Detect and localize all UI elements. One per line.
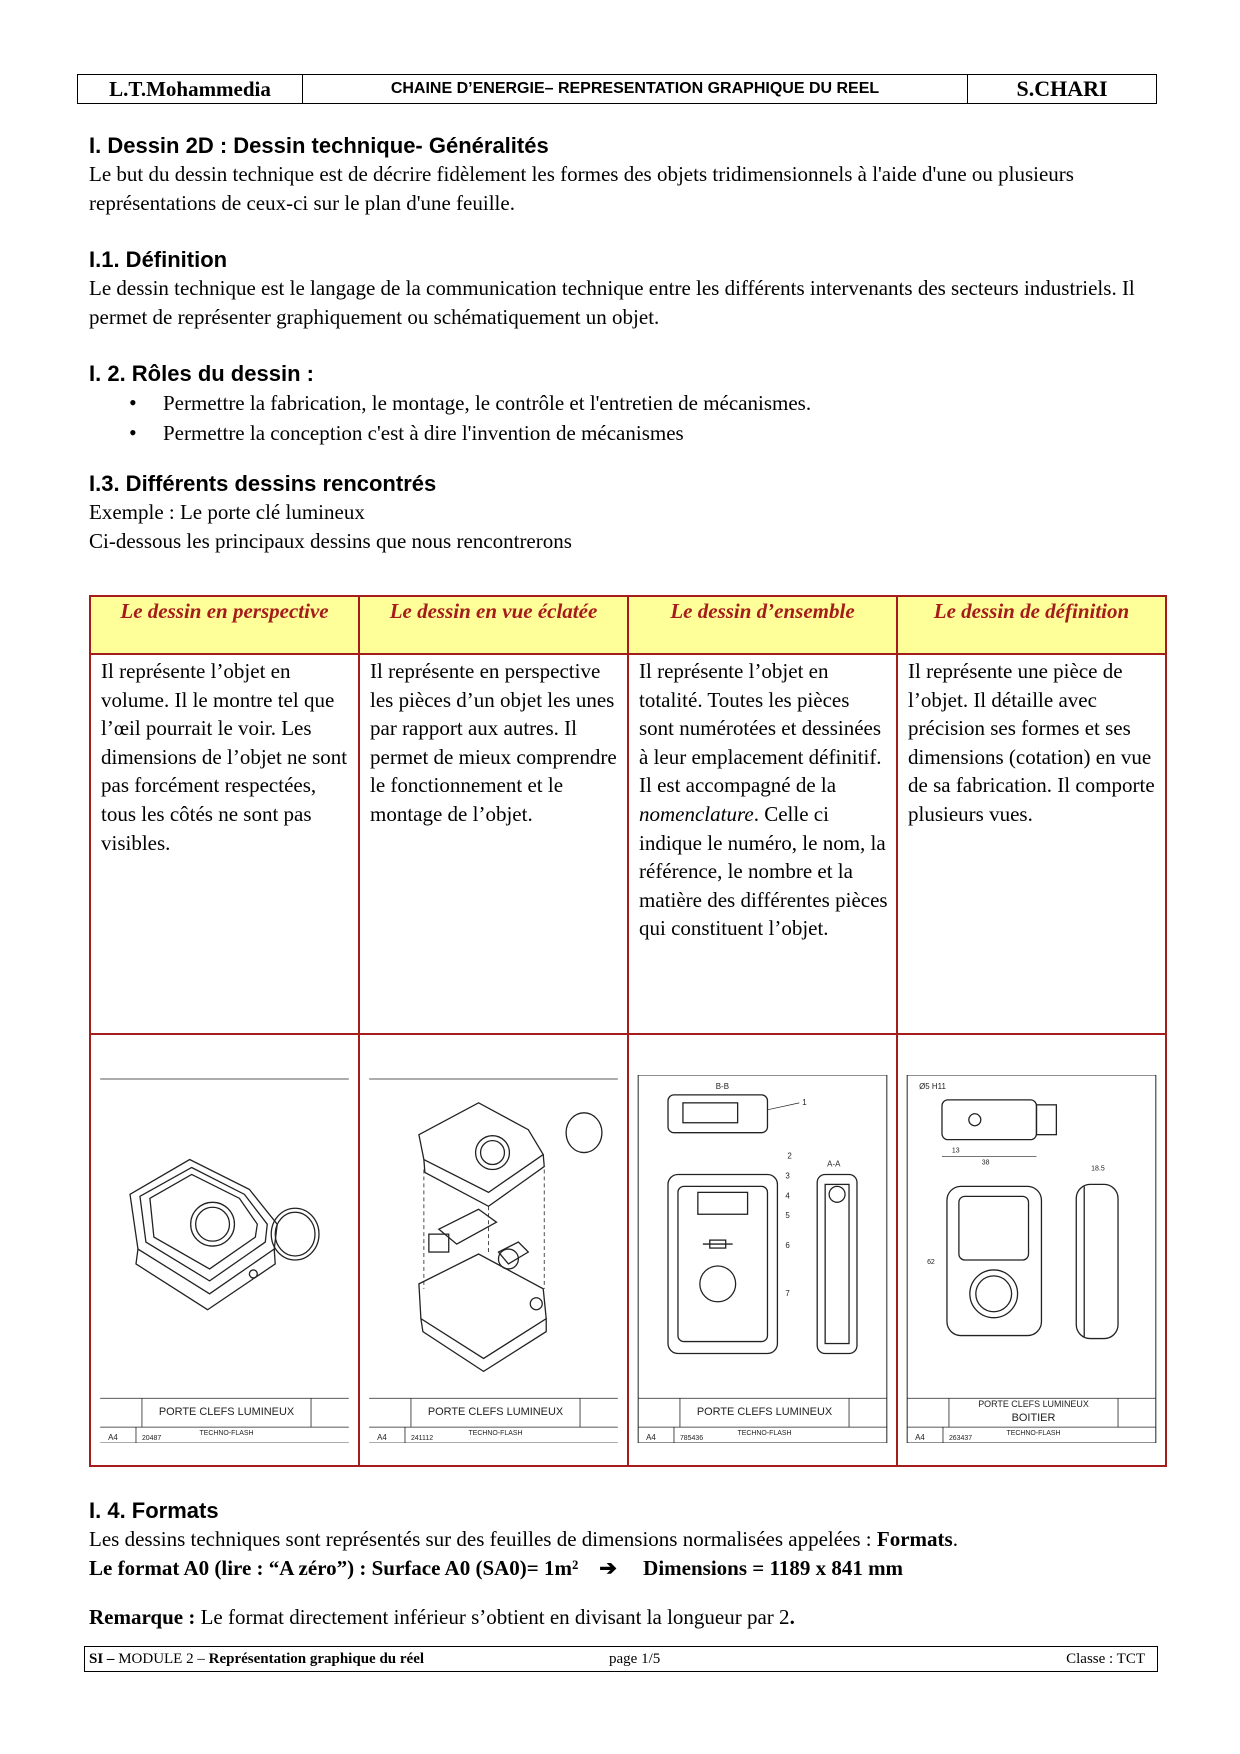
formats-title: I. 4. Formats	[89, 1498, 219, 1523]
example-line: Exemple : Le porte clé lumineux	[89, 500, 365, 524]
list-item: • Permettre la fabrication, le montage, le contrôle et l'entretien de mécanismes.	[129, 388, 1164, 418]
assembly-drawing-cell	[628, 1034, 897, 1466]
desc-exploded: Il représente en perspective les pièces d’un objet les unes par rapport aux autres. Il permet de mieux comprendre le fonctionnement et le montage de l’objet.	[359, 654, 628, 1034]
exploded-drawing	[366, 1075, 621, 1443]
svg-text:4: 4	[785, 1191, 790, 1201]
section-1-1-text: Le dessin technique est le langage de la communication technique entre les différents intervenants des secteurs industriels. Il permet de représenter graphiquement ou schématiquement un objet.	[89, 276, 1135, 329]
roles-list	[89, 388, 1164, 448]
cartouche-ref: 20487	[141, 1435, 162, 1443]
footer-page: page 1/5	[609, 1650, 661, 1667]
header-perspective: Le dessin en perspective	[90, 596, 359, 654]
perspective-drawing	[97, 1075, 352, 1443]
cartouche-sub: TECHNO-FLASH	[1006, 1430, 1061, 1438]
page-header	[77, 74, 1157, 104]
svg-text:3: 3	[785, 1171, 790, 1181]
svg-text:2: 2	[787, 1151, 792, 1161]
svg-text:5: 5	[785, 1211, 790, 1221]
page-footer	[84, 1646, 1158, 1672]
svg-text:18.5: 18.5	[1091, 1165, 1105, 1173]
svg-text:7: 7	[785, 1288, 790, 1298]
section-bb-label: B-B	[715, 1081, 729, 1091]
svg-text:38: 38	[981, 1159, 990, 1167]
definition-drawing-cell	[897, 1034, 1166, 1466]
cartouche-format: A4	[646, 1433, 656, 1443]
header-assembly: Le dessin d’ensemble	[628, 596, 897, 654]
section-1-2-title: I. 2. Rôles du dessin :	[89, 361, 314, 386]
cartouche-ref: 241112	[410, 1435, 434, 1443]
cartouche-ref: 263437	[948, 1435, 973, 1443]
header-exploded: Le dessin en vue éclatée	[359, 596, 628, 654]
drawings-table	[89, 595, 1167, 1467]
section-1-title: I. Dessin 2D : Dessin technique- Généralités	[89, 133, 549, 158]
desc-perspective: Il représente l’objet en volume. Il le montre tel que l’œil pourrait le voir. Les dimensions de l’objet ne sont pas forcément respectées, tous les côtés ne sont pas visibles.	[90, 654, 359, 1034]
cartouche-format: A4	[108, 1433, 118, 1443]
cartouche-sub: TECHNO-FLASH	[199, 1430, 254, 1438]
section-1-1-title: I.1. Définition	[89, 247, 228, 272]
perspective-drawing-cell	[90, 1034, 359, 1466]
section-aa-label: A-A	[827, 1159, 841, 1169]
main-content	[89, 132, 1164, 556]
footer-class: Classe : TCT	[1066, 1650, 1145, 1667]
formats-section	[89, 1497, 1169, 1632]
intro-line: Ci-dessous les principaux dessins que nous rencontrerons	[89, 529, 572, 553]
dim-hole: Ø5 H11	[919, 1081, 946, 1091]
section-1-3-title: I.3. Différents dessins rencontrés	[89, 471, 437, 496]
svg-text:6: 6	[785, 1241, 790, 1251]
cartouche-title: PORTE CLEFS LUMINEUX	[696, 1406, 833, 1419]
cartouche-title: PORTE CLEFS LUMINEUX	[158, 1406, 295, 1419]
assembly-drawing	[635, 1075, 890, 1443]
svg-text:13: 13	[951, 1147, 960, 1155]
cartouche-format: A4	[377, 1433, 387, 1443]
footer-module: SI – MODULE 2 – Représentation graphique du réel	[89, 1650, 425, 1667]
cartouche-sub: TECHNO-FLASH	[737, 1430, 792, 1438]
cartouche-piece: BOITIER	[1011, 1412, 1056, 1425]
desc-definition: Il représente une pièce de l’objet. Il détaille avec précision ses formes et ses dimensions (cotation) en vue de sa fabrication. Il comporte plusieurs vues.	[897, 654, 1166, 1034]
cartouche-title: PORTE CLEFS LUMINEUX	[978, 1399, 1089, 1410]
list-item: • Permettre la conception c'est à dire l'invention de mécanismes	[129, 418, 1164, 448]
formats-text: Les dessins techniques sont représentés sur des feuilles de dimensions normalisées appelées : Formats.	[89, 1527, 958, 1551]
cartouche-sub: TECHNO-FLASH	[468, 1430, 523, 1438]
author-name: S.CHARI	[1016, 76, 1108, 101]
cartouche-format: A4	[915, 1433, 925, 1443]
definition-drawing	[904, 1075, 1159, 1443]
school-name: L.T.Mohammedia	[78, 75, 303, 103]
cartouche-ref: 785436	[679, 1435, 704, 1443]
svg-text:1: 1	[802, 1097, 807, 1107]
doc-title: CHAINE D’ENERGIE– REPRESENTATION GRAPHIQUE DU REEL	[303, 75, 968, 103]
svg-text:62: 62	[927, 1258, 935, 1266]
format-a0-line: Le format A0 (lire : “A zéro”) : Surface A0 (SA0)= 1m² ➔ Dimensions = 1189 x 841 mm	[89, 1556, 904, 1580]
exploded-drawing-cell	[359, 1034, 628, 1466]
header-definition: Le dessin de définition	[897, 596, 1166, 654]
cartouche-title: PORTE CLEFS LUMINEUX	[427, 1406, 564, 1419]
remark-line: Remarque : Le format directement inférieur s’obtient en divisant la longueur par 2.	[89, 1605, 795, 1629]
section-1-text: Le but du dessin technique est de décrire fidèlement les formes des objets tridimensionnels à l'aide d'une ou plusieurs représentations de ceux-ci sur le plan d'une feuille.	[89, 162, 1074, 215]
desc-assembly: Il représente l’objet en totalité. Toutes les pièces sont numérotées et dessinées à leur emplacement définitif. Il est accompagné de la nomenclature. Celle ci indique le numéro, le nom, la référence, le nombre et la matière des différentes pièces qui constituent l’objet.	[628, 654, 897, 1034]
